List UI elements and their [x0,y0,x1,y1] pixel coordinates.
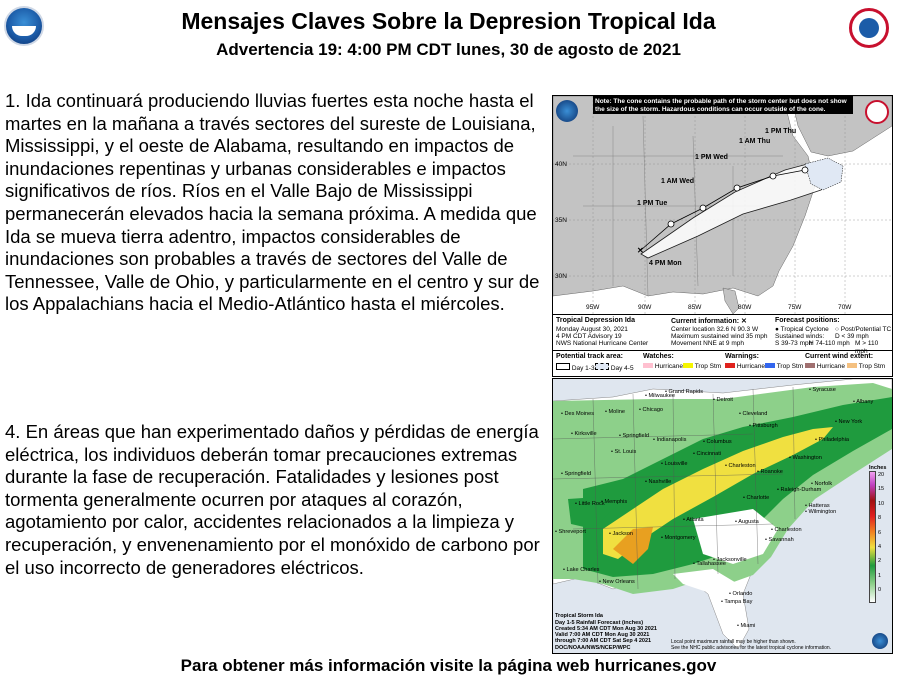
city-label: • Orlando [729,591,753,597]
city-label: • Albany [853,399,874,405]
current-info-title: Current information: ✕ [671,318,747,325]
track-label: 4 PM Mon [649,260,682,267]
track-label: 1 PM Thu [765,128,797,135]
legend-value: 1 [878,572,882,579]
city-label: • Charleston [771,527,802,533]
city-label: • Cincinnati [693,451,722,457]
track-label: 1 PM Tue [637,200,668,207]
city-label: • Moline [605,409,625,415]
city-label: • Lake Charles [563,567,600,573]
city-label: • Hatteras [805,503,830,509]
city-label: • Wilmington [805,509,837,515]
city-label: • Pittsburgh [749,423,778,429]
legend-title: Inches [869,465,887,471]
city-label: • New Orleans [599,579,635,585]
forecast-title: Forecast positions: [775,317,840,324]
city-label: • Miami [737,623,756,629]
track-area-d45: Day 4-5 [595,363,634,373]
storm-title: Tropical Depression Ida [556,317,635,324]
track-label: 1 AM Wed [661,178,695,185]
legend-value: 8 [878,515,882,522]
cone-map-graphic [553,96,892,314]
winds-label: Sustained winds: [775,333,825,340]
city-label: • Charlotte [743,495,770,501]
city-label: • Washington [789,455,822,461]
current-wind: Maximum sustained wind 35 mph [671,333,768,340]
forecast-ptc: ○ Post/Potential TC [835,326,892,333]
key-message-1: 1. Ida continuará produciendo lluvias fuertes esta noche hasta el martes en la mañana a través sectores del sureste de Louisiana, Mississippi, y el oeste de Alabama, resultando en impactos de inundaciones repentinas y urbanas considerables e impactos significativos de ríos. Ríos en el Valle Bajo de Mississippi permanecerán elevados hacia la semana próxima. A medida que Ida se mueva tierra adentro, impactos considerables de inundaciones son probables a través de sectores del Valle de Tennessee, Valle de Ohio, y particularmente en el centro y sur de los Appalachians hacia el Medio-Atlántico hasta el miércoles. [5,90,540,315]
city-label: • Memphis [601,499,628,505]
city-label: • Syracuse [809,387,836,393]
wind-extent-title: Current wind extent: [805,353,874,360]
city-label: • St. Louis [611,449,637,455]
city-label: • Kirksville [571,431,597,437]
key-message-4: 4. En áreas que han experimentado daños y pérdidas de energía eléctrica, los individuos deberán tomar precauciones extremas durante la fase de recuperación. Fatalidades y lesiones post tormenta generalmente ocurren por ataques al corazón, agotamiento por calor, accidentes relacionados a la limpieza y recuperación, y envenenamiento por el monóxido de carbono por el uso incorrecto de generadores eléctricos. [5,421,540,578]
lon-label: 90W [638,304,652,311]
city-label: • Charleston [725,463,756,469]
city-label: • Detroit [713,397,733,403]
track-area-d13: Day 1-3 [556,363,595,373]
city-label: • Cleveland [739,411,768,417]
footer-link-text: Para obtener más información visite la página web hurricanes.gov [180,656,717,675]
cone-info-panel [553,314,892,377]
lat-label: 30N [555,273,567,280]
warnings-title: Warnings: [725,353,759,360]
wind-range: D < 39 mph [835,333,869,340]
lat-label: 35N [555,217,567,224]
legend-value: 15 [878,486,885,493]
rain-product-label: Tropical Storm Ida Day 1-5 Rainfall Forecast (inches) Created 5:34 AM CDT Mon Aug 30 2021 Valid 7:00 AM CDT Mon Aug 30 2021 through 7:00 AM CDT Sat Sep 4 2021 DOC/NOAA/NWS/NCEP/WPC [555,613,657,651]
city-label: • Roanoke [757,469,783,475]
lon-label: 85W [688,304,702,311]
current-movement: Movement NNE at 9 mph [671,340,744,347]
watches-title: Watches: [643,353,674,360]
city-label: • Springfield [561,471,591,477]
city-label: • Norfolk [811,481,833,487]
city-label: • Savannah [765,537,794,543]
track-label: 1 PM Wed [695,154,728,161]
rain-noaa-icon [872,633,888,649]
lon-label: 95W [586,304,600,311]
watch-hurricane: Hurricane [643,363,683,371]
legend-value: 20 [878,472,885,478]
legend-value: 0 [878,587,882,594]
warning-hurricane: Hurricane [725,363,765,371]
advisory-subtitle: Advertencia 19: 4:00 PM CDT lunes, 30 de agosto de 2021 [216,40,681,59]
city-label: • Chicago [639,407,664,413]
legend-value: 10 [878,500,885,507]
city-label: • Des Moines [561,411,595,417]
city-label: • Tampa Bay [721,599,753,605]
city-label: • Springfield [619,433,649,439]
svg-text:✕: ✕ [637,246,644,255]
cone-note: Note: The cone contains the probable path of the storm center but does not show the size of the storm. Hazardous conditions can occur outside of the cone. [595,98,847,113]
city-label: • Montgomery [661,535,696,541]
city-label: • Nashville [645,479,672,485]
warning-tropstm: Trop Stm [765,363,803,371]
city-label: • Indianapolis [653,437,687,443]
track-area-title: Potential track area: [556,353,623,360]
rainfall-forecast-map [552,378,893,654]
city-label: • Jacksonville [713,557,747,563]
forecast-cone-map [552,95,893,377]
legend-value: 6 [878,529,882,536]
city-label: • Tallahassee [693,561,726,567]
storm-date: Monday August 30, 2021 [556,326,628,333]
city-label: • Columbus [703,439,732,445]
wind-range: S 39-73 mph [775,340,813,347]
city-label: • Louisville [661,461,688,467]
lon-label: 80W [738,304,752,311]
page-title: Mensajes Claves Sobre la Depresion Tropical Ida [181,8,716,34]
storm-center: NWS National Hurricane Center [556,340,649,347]
lon-label: 75W [788,304,802,311]
storm-advisory: 4 PM CDT Advisory 19 [556,333,622,340]
city-label: • Milwaukee [645,393,675,399]
city-label: • Grand Rapids [665,389,704,395]
city-label: • Atlanta [683,517,704,523]
rain-note: Local point maximum rainfall may be higher than shown. See the NHC public advisories for the latest tropical cyclone information. [671,639,832,651]
city-label: • Shreveport [555,529,586,535]
current-location: Center location 32.6 N 90.3 W [671,326,759,333]
lat-label: 40N [555,161,567,168]
forecast-tc: ● Tropical Cyclone [775,326,829,333]
wind-range: H 74-110 mph [809,340,850,347]
cone-nws-icon [865,100,889,124]
wind-range: M > 110 mph [855,340,879,355]
city-label: • Little Rock [575,501,605,507]
extent-tropstm: Trop Stm [847,363,885,371]
city-label: • Philadelphia [815,437,849,443]
legend-value: 4 [878,544,882,551]
cone-noaa-icon [556,100,578,122]
city-label: • New York [835,419,863,425]
lon-label: 70W [838,304,852,311]
rainfall-legend [869,465,891,603]
city-label: • Augusta [735,519,759,525]
watch-tropstm: Trop Stm [683,363,721,371]
city-label: • Raleigh-Durham [777,487,822,493]
city-label: • Jackson [609,531,634,537]
extent-hurricane: Hurricane [805,363,845,371]
legend-value: 2 [878,558,882,565]
track-label: 1 AM Thu [739,138,771,145]
